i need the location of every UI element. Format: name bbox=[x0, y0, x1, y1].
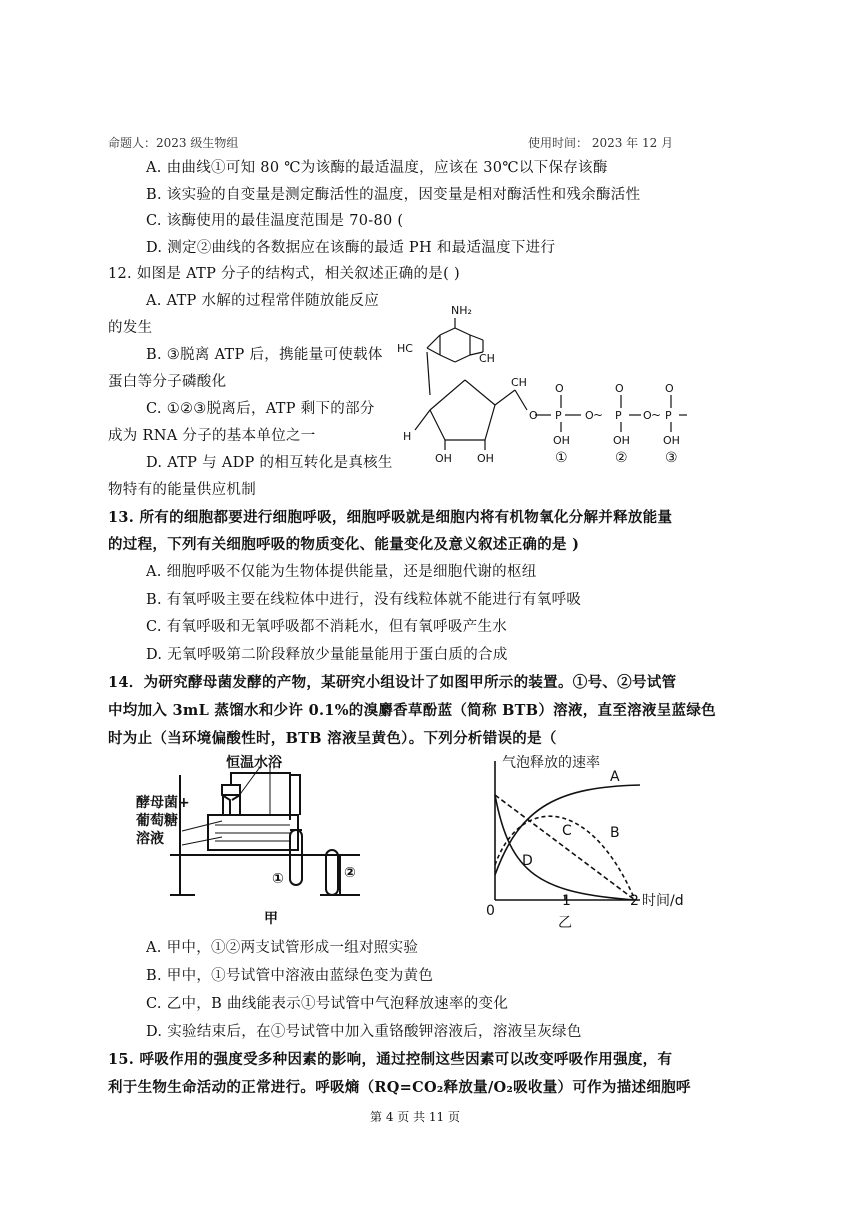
q11-option-a: A. 由曲线①可知 80 ℃为该酶的最适温度，应该在 30℃以下保存该酶 bbox=[146, 160, 608, 176]
figure-yi-chart bbox=[480, 755, 720, 940]
svg-text:~: ~ bbox=[593, 408, 604, 422]
q12-option-c-line1: C. ①②③脱离后，ATP 剩下的部分 bbox=[146, 401, 375, 417]
q12-option-b-line2: 蛋白等分子磷酸化 bbox=[108, 374, 227, 390]
svg-text:~: ~ bbox=[651, 408, 662, 422]
header-author: 命题人：2023 级生物组 bbox=[108, 136, 239, 150]
q13-option-c: C. 有氧呼吸和无氧呼吸都不消耗水，但有氧呼吸产生水 bbox=[146, 619, 508, 635]
q14-option-d: D. 实验结束后，在①号试管中加入重铬酸钾溶液后，溶液呈灰绿色 bbox=[146, 1024, 582, 1040]
curve-label-a: A bbox=[610, 769, 620, 785]
label-tube-1: ① bbox=[272, 871, 284, 887]
label-p-2: P bbox=[615, 409, 622, 422]
q14-stem-line1: 14．为研究酵母菌发酵的产物，某研究小组设计了如图甲所示的装置。①号、②号试管 bbox=[108, 674, 677, 691]
q13-option-d: D. 无氧呼吸第二阶段释放少量能量能用于蛋白质的合成 bbox=[146, 647, 508, 663]
q12-option-a-line1: A. ATP 水解的过程常伴随放能反应 bbox=[146, 293, 380, 309]
q13-option-b: B. 有氧呼吸主要在线粒体中进行，没有线粒体就不能进行有氧呼吸 bbox=[146, 592, 582, 608]
q14-stem-line3: 时为止（当环境偏酸性时，BTB 溶液呈黄色）。下列分析错误的是（ bbox=[108, 730, 557, 747]
q11-option-b: B. 该实验的自变量是测定酶活性的温度，因变量是相对酶活性和残余酶活性 bbox=[146, 187, 641, 203]
label-oh-p1: OH bbox=[553, 434, 570, 447]
curve-label-c: C bbox=[562, 823, 572, 839]
atp-structure-diagram bbox=[395, 300, 695, 470]
q13-stem-line1: 13. 所有的细胞都要进行细胞呼吸，细胞呼吸就是细胞内将有机物氧化分解并释放能量 bbox=[108, 509, 673, 526]
label-solution-3: 溶液 bbox=[136, 831, 164, 847]
curve-c bbox=[495, 795, 635, 900]
label-tube-2: ② bbox=[344, 865, 356, 881]
q12-option-b-line1: B. ③脱离 ATP 后，携能量可使载体 bbox=[146, 347, 383, 363]
label-o-top-2: O bbox=[615, 382, 624, 395]
label-ch2: CH bbox=[511, 376, 527, 389]
label-circ3: ③ bbox=[665, 450, 678, 466]
label-hc: HC bbox=[397, 342, 413, 355]
q14-option-b: B. 甲中，①号试管中溶液由蓝绿色变为黄色 bbox=[146, 968, 434, 984]
q13-option-a: A. 细胞呼吸不仅能为生物体提供能量，还是细胞代谢的枢纽 bbox=[146, 564, 537, 580]
curve-label-d: D bbox=[522, 853, 533, 869]
q12-option-d-line1: D. ATP 与 ADP 的相互转化是真核生 bbox=[146, 455, 393, 471]
label-circ2: ② bbox=[615, 450, 628, 466]
x-tick-2: 2 bbox=[630, 893, 639, 909]
caption-jia: 甲 bbox=[264, 911, 278, 927]
label-oh-p3: OH bbox=[663, 434, 680, 447]
figure-jia-apparatus bbox=[130, 755, 390, 940]
q11-option-d: D. 测定②曲线的各数据应在该酶的最适 PH 和最适温度下进行 bbox=[146, 240, 556, 256]
header-date: 使用时间： 2023 年 12 月 bbox=[528, 136, 674, 150]
label-p-1: P bbox=[555, 409, 562, 422]
label-water-bath: 恒温水浴 bbox=[226, 755, 282, 771]
label-h: H bbox=[403, 430, 412, 443]
q12-stem: 12. 如图是 ATP 分子的结构式，相关叙述正确的是( ) bbox=[108, 266, 460, 282]
caption-yi: 乙 bbox=[558, 915, 572, 931]
label-o-3: O bbox=[643, 409, 652, 422]
label-o-1: O bbox=[529, 409, 538, 422]
q11-option-c: C. 该酶使用的最佳温度范围是 70-80 ( bbox=[146, 213, 404, 229]
q15-stem-line2: 利于生物生命活动的正常进行。呼吸熵（RQ=CO₂释放量/O₂吸收量）可作为描述细胞呼 bbox=[108, 1079, 691, 1096]
label-circ1: ① bbox=[555, 450, 568, 466]
x-axis-label: 时间/d bbox=[642, 893, 684, 909]
label-o-top-3: O bbox=[665, 382, 674, 395]
q14-stem-line2: 中均加入 3mL 蒸馏水和少许 0.1%的溴麝香草酚蓝（简称 BTB）溶液，直至溶液呈蓝绿色 bbox=[108, 702, 716, 719]
x-tick-1: 1 bbox=[562, 893, 571, 909]
y-axis-label: 气泡释放的速率 bbox=[502, 755, 600, 771]
label-p-3: P bbox=[665, 409, 672, 422]
label-o-top-1: O bbox=[555, 382, 564, 395]
label-ch: CH bbox=[479, 352, 495, 365]
label-oh-1: OH bbox=[435, 452, 452, 465]
q12-option-c-line2: 成为 RNA 分子的基本单位之一 bbox=[108, 428, 316, 444]
q12-option-a-line2: 的发生 bbox=[108, 320, 153, 336]
label-o-2: O bbox=[585, 409, 594, 422]
label-solution-2: 葡萄糖 bbox=[136, 813, 178, 829]
q13-stem-line2: 的过程，下列有关细胞呼吸的物质变化、能量变化及意义叙述正确的是 ) bbox=[108, 536, 580, 553]
curve-label-b: B bbox=[610, 825, 620, 841]
q12-option-d-line2: 物特有的能量供应机制 bbox=[108, 482, 256, 498]
q15-stem-line1: 15. 呼吸作用的强度受多种因素的影响，通过控制这些因素可以改变呼吸作用强度，有 bbox=[108, 1051, 673, 1068]
label-nh2: NH₂ bbox=[451, 304, 472, 317]
label-oh-p2: OH bbox=[613, 434, 630, 447]
origin-label: 0 bbox=[486, 903, 495, 919]
label-oh-2: OH bbox=[477, 452, 494, 465]
page-footer: 第 4 页 共 11 页 bbox=[370, 1110, 460, 1124]
label-solution-1: 酵母菌+ bbox=[136, 795, 190, 811]
q14-option-a: A. 甲中，①②两支试管形成一组对照实验 bbox=[146, 940, 419, 956]
q14-option-c: C. 乙中，B 曲线能表示①号试管中气泡释放速率的变化 bbox=[146, 996, 509, 1012]
